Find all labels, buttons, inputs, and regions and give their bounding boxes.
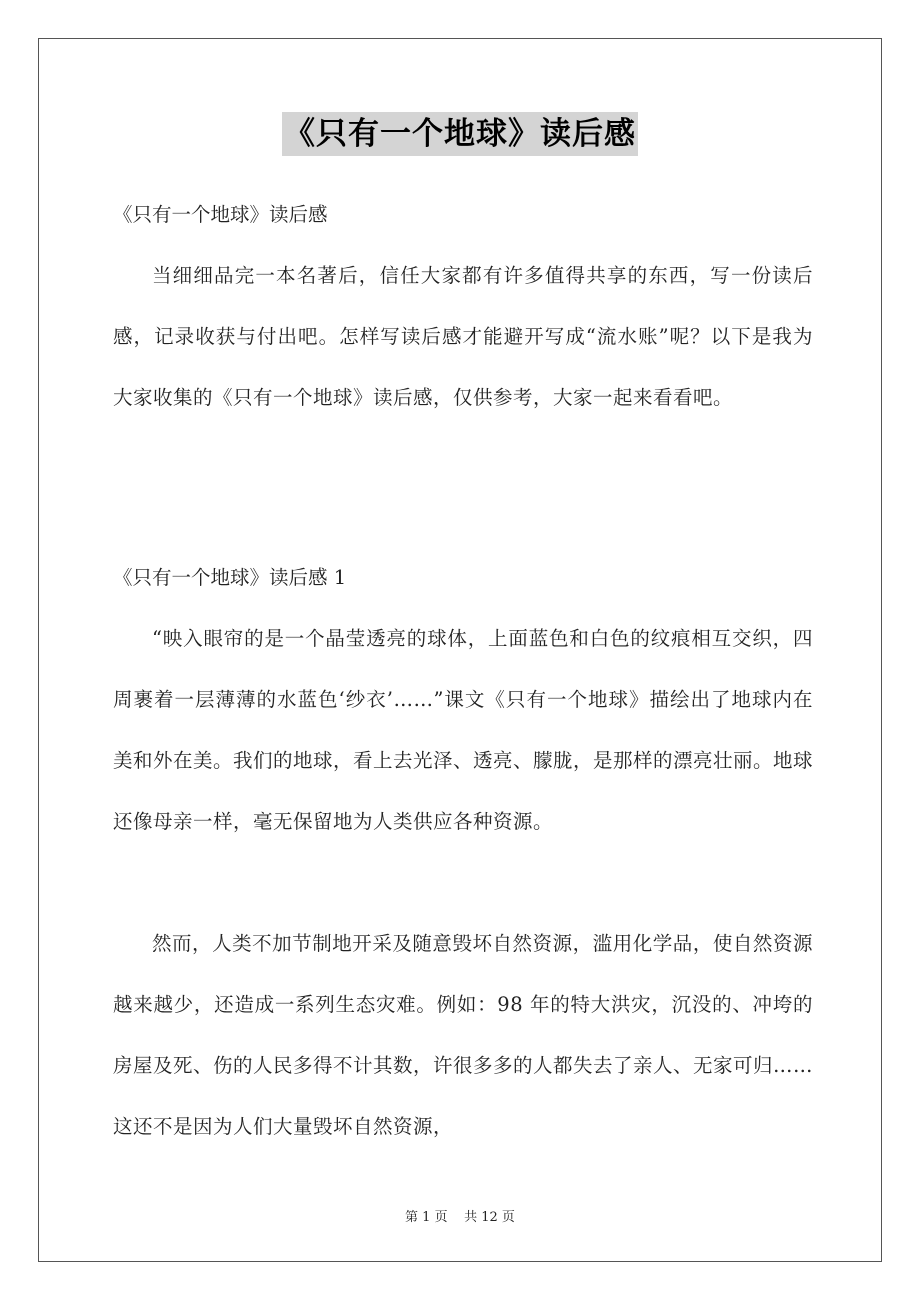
section-heading: 《只有一个地球》读后感 1 (113, 566, 347, 589)
body-paragraph-2: 然而，人类不加节制地开采及随意毁坏自然资源，滥用化学品，使自然资源越来越少，还造成一系列生态灾难。例如：98 年的特大洪灾，沉没的、冲垮的房屋及死、伤的人民多得不计其数，许很多多的人都失去了亲人、无家可归……这还不是因为人们大量毁坏自然资源， (113, 932, 814, 1138)
page-footer (0, 1206, 920, 1225)
document-title: 《只有一个地球》读后感 (282, 112, 638, 156)
intro-paragraph: 当细细品完一本名著后，信任大家都有许多值得共享的东西，写一份读后感，记录收获与付出吧。怎样写读后感才能避开写成“流水账”呢？以下是我为大家收集的《只有一个地球》读后感，仅供参考，大家一起来看看吧。 (113, 264, 813, 409)
body-paragraph-1: “映入眼帘的是一个晶莹透亮的球体，上面蓝色和白色的纹痕相互交织，四周裹着一层薄薄的水蓝色‘纱衣’……”课文《只有一个地球》描绘出了地球内在美和外在美。我们的地球，看上去光泽、透亮、朦胧，是那样的漂亮壮丽。地球还像母亲一样，毫无保留地为人类供应各种资源。 (113, 627, 814, 833)
subtitle: 《只有一个地球》读后感 (113, 203, 328, 226)
page-total: 共 12 页 (464, 1210, 515, 1225)
page-number: 第 1 页 (405, 1210, 448, 1225)
title-container (0, 112, 920, 156)
